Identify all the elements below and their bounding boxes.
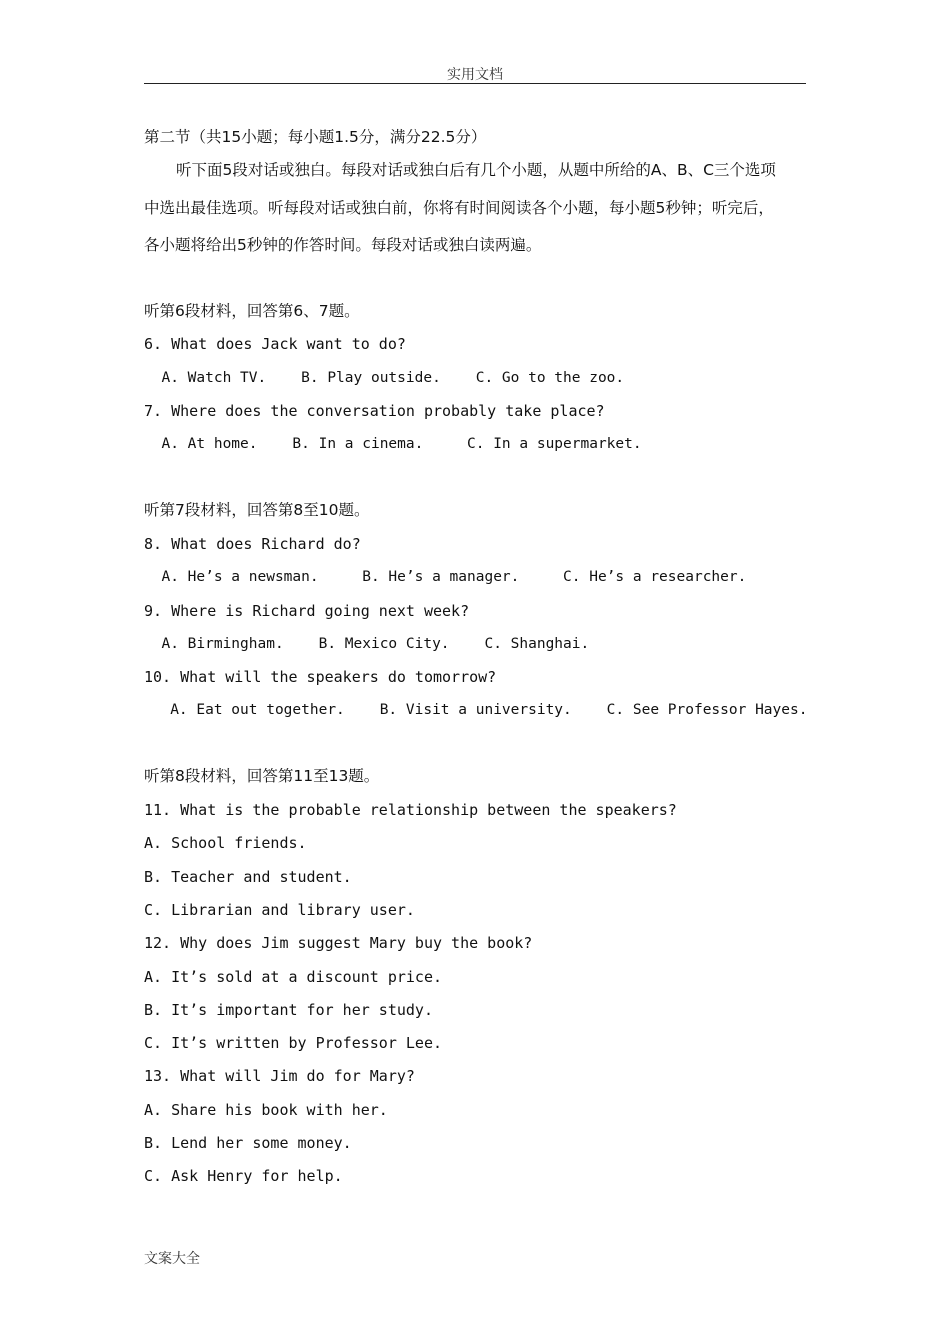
header-divider (144, 83, 806, 84)
question: 6. What does Jack want to do? (144, 335, 406, 353)
option: A. School friends. (144, 834, 307, 852)
question: 7. Where does the conversation probably take place? (144, 402, 605, 420)
option: B. It’s important for her study. (144, 1001, 433, 1019)
option: C. Ask Henry for help. (144, 1167, 343, 1185)
question-options: A. Watch TV. B. Play outside. C. Go to the zoo. (144, 370, 625, 386)
question: 8. What does Richard do? (144, 535, 361, 553)
page-header: 实用文档 (447, 67, 503, 83)
question: 9. Where is Richard going next week? (144, 602, 470, 620)
question: 12. Why does Jim suggest Mary buy the book? (144, 934, 533, 952)
question: 13. What will Jim do for Mary? (144, 1067, 415, 1085)
group-intro: 听第6段材料，回答第6、7题。 (144, 302, 360, 320)
question-options: A. At home. B. In a cinema. C. In a supermarket. (144, 436, 642, 452)
option: C. Librarian and library user. (144, 901, 415, 919)
instruction-line: 各小题将给出5秒钟的作答时间。每段对话或独白读两遍。 (144, 236, 542, 254)
question: 10. What will the speakers do tomorrow? (144, 668, 497, 686)
question: 11. What is the probable relationship between the speakers? (144, 801, 677, 819)
option: A. It’s sold at a discount price. (144, 968, 443, 986)
option: B. Lend her some money. (144, 1134, 352, 1152)
question-options: A. Eat out together. B. Visit a university. C. See Professor Hayes. (144, 702, 808, 718)
group-intro: 听第8段材料，回答第11至13题。 (144, 767, 380, 785)
section-heading: 第二节（共15小题；每小题1.5分，满分22.5分） (144, 128, 487, 146)
question-options: A. He’s a newsman. B. He’s a manager. C. He’s a researcher. (144, 569, 747, 585)
group-intro: 听第7段材料，回答第8至10题。 (144, 501, 370, 519)
option: C. It’s written by Professor Lee. (144, 1034, 443, 1052)
option: A. Share his book with her. (144, 1101, 388, 1119)
instruction-line: 听下面5段对话或独白。每段对话或独白后有几个小题，从题中所给的A、B、C三个选项 (176, 161, 776, 179)
instruction-line: 中选出最佳选项。听每段对话或独白前，你将有时间阅读各个小题，每小题5秒钟；听完后， (144, 199, 774, 217)
option: B. Teacher and student. (144, 868, 352, 886)
page-footer: 文案大全 (144, 1251, 200, 1267)
question-options: A. Birmingham. B. Mexico City. C. Shanghai. (144, 636, 590, 652)
